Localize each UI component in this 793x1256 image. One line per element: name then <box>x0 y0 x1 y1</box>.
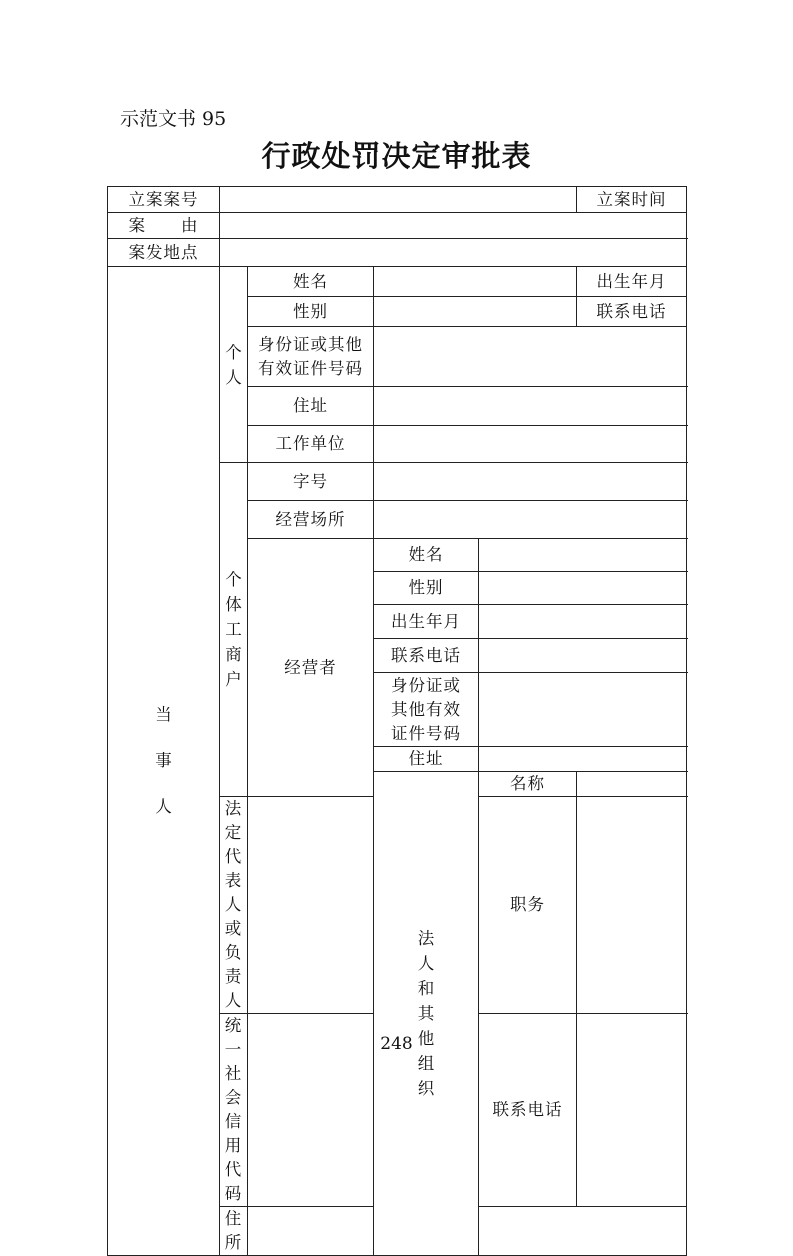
org-phone-label: 联系电话 <box>479 1014 577 1207</box>
page-number: 248 <box>380 1034 413 1054</box>
domicile-field[interactable] <box>248 1207 687 1256</box>
individual-address-label: 住址 <box>248 387 374 426</box>
operator-id-label: 身份证或 其他有效 证件号码 <box>374 673 479 747</box>
trade-name-label: 字号 <box>248 463 374 501</box>
case-number-field[interactable] <box>220 187 577 213</box>
org-name-field[interactable] <box>577 772 687 797</box>
premises-field[interactable] <box>374 501 687 539</box>
operator-address-field[interactable] <box>479 747 687 772</box>
individual-gender-label: 性别 <box>248 297 374 327</box>
individual-id-label: 身份证或其他 有效证件号码 <box>248 327 374 387</box>
case-location-field[interactable] <box>220 239 687 267</box>
operator-phone-label: 联系电话 <box>374 639 479 673</box>
case-location-label: 案发地点 <box>108 239 220 267</box>
position-label: 职务 <box>479 797 577 1014</box>
credit-code-label: 统一社会 信用代码 <box>220 1014 248 1207</box>
individual-label: 个人 <box>220 267 248 463</box>
operator-label: 经营者 <box>248 539 374 797</box>
approval-form-table <box>107 186 687 1256</box>
individual-id-field[interactable] <box>374 327 687 387</box>
individual-name-label: 姓名 <box>248 267 374 297</box>
representative-field[interactable] <box>248 797 374 1014</box>
operator-name-field[interactable] <box>479 539 687 572</box>
individual-workplace-label: 工作单位 <box>248 426 374 463</box>
trade-name-field[interactable] <box>374 463 687 501</box>
case-cause-label: 案 由 <box>108 213 220 239</box>
party-label: 当事人 <box>108 267 220 1256</box>
filing-time-label: 立案时间 <box>577 187 687 213</box>
case-cause-field[interactable] <box>220 213 687 239</box>
org-name-label: 名称 <box>479 772 577 797</box>
premises-label: 经营场所 <box>248 501 374 539</box>
individual-workplace-field[interactable] <box>374 426 687 463</box>
individual-address-field[interactable] <box>374 387 687 426</box>
operator-gender-label: 性别 <box>374 572 479 605</box>
operator-name-label: 姓名 <box>374 539 479 572</box>
operator-birth-label: 出生年月 <box>374 605 479 639</box>
operator-birth-field[interactable] <box>479 605 687 639</box>
document-label: 示范文书 95 <box>120 108 227 130</box>
domicile-label: 住所 <box>220 1207 248 1256</box>
individual-name-field[interactable] <box>374 267 577 297</box>
document-title: 行政处罚决定审批表 <box>261 139 532 173</box>
individual-gender-field[interactable] <box>374 297 577 327</box>
operator-phone-field[interactable] <box>479 639 687 673</box>
operator-gender-field[interactable] <box>479 572 687 605</box>
case-number-label: 立案案号 <box>108 187 220 213</box>
business-label: 个体工商户 <box>220 463 248 797</box>
individual-birth-label: 出生年月 <box>577 267 687 297</box>
operator-id-field[interactable] <box>479 673 687 747</box>
organization-label: 法人和其他组织 <box>374 772 479 1256</box>
individual-phone-label: 联系电话 <box>577 297 687 327</box>
position-field[interactable] <box>577 797 687 1014</box>
operator-address-label: 住址 <box>374 747 479 772</box>
representative-label: 法定代表人 或负责人 <box>220 797 248 1014</box>
